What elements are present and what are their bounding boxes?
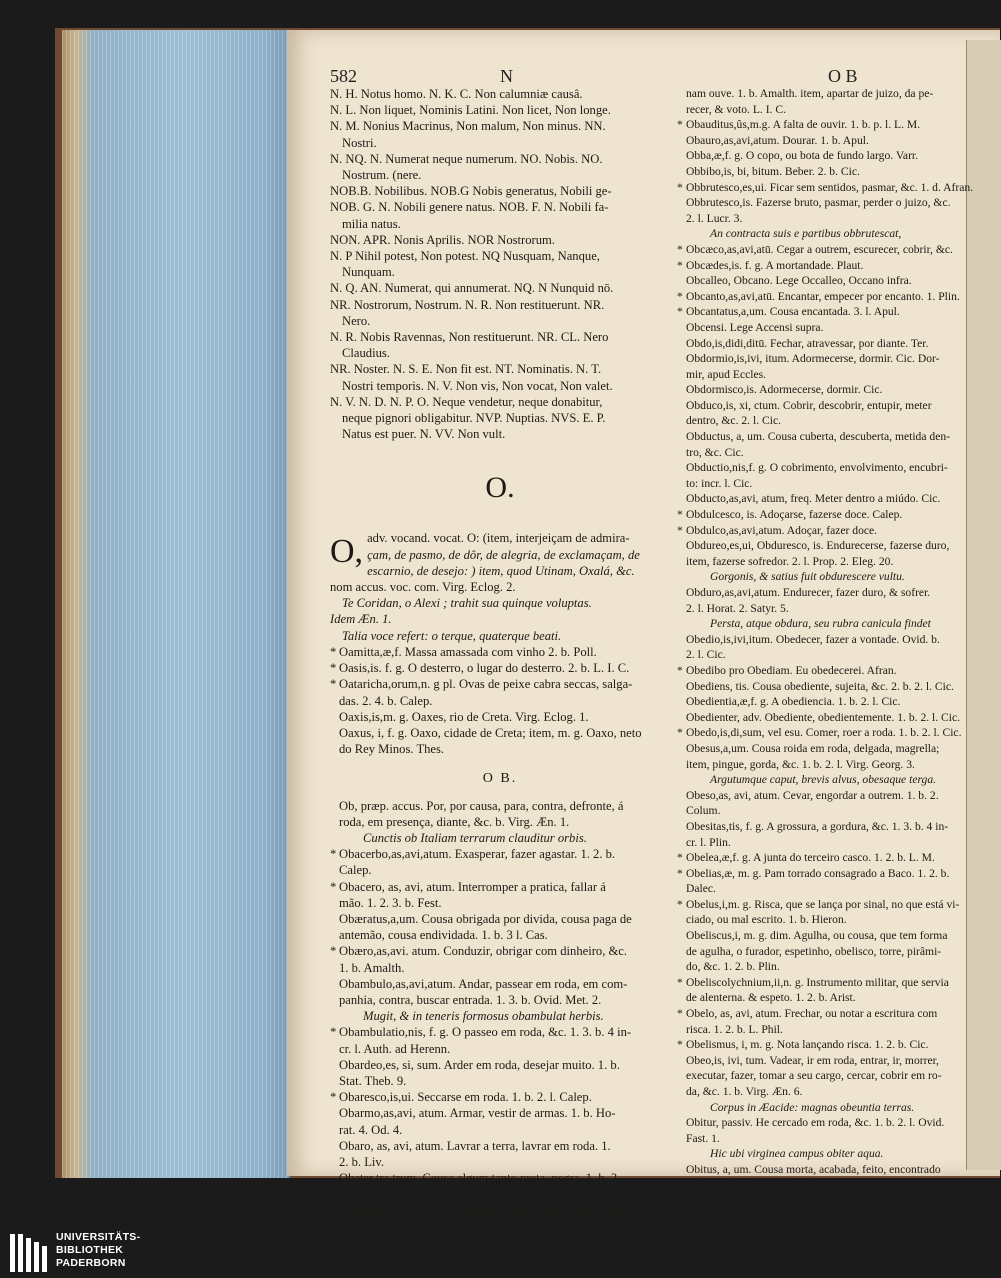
entry-text: Obcensi. Lege Accensi supra. <box>686 320 824 334</box>
asterisk-mark: * <box>677 258 683 272</box>
entry-text: do, &c. 1. 2. b. Plin. <box>686 960 780 974</box>
dictionary-entry-line <box>677 148 967 164</box>
entry-text: item, pingue, gorda, &c. 1. b. 2. l. Virg. Georg. 3. <box>686 757 915 771</box>
entry-text: cr. l. Plin. <box>686 835 731 849</box>
entry-text: Obesitas,tis, f. g. A grossura, a gordura, &c. 1. 3. b. 4 in- <box>686 819 949 833</box>
entry-text: Oasis,is. f. g. O desterro, o lugar do desterro. 2. b. L. I. C. <box>339 661 630 676</box>
entry-text: item, fazerse sofredor. 2. l. Prop. 2. Eleg. 20. <box>686 554 894 568</box>
text-line: N. R. Nobis Ravennas, Non restituerunt. NR. CL. Nero <box>330 330 609 345</box>
dictionary-entry-line <box>330 725 670 741</box>
dictionary-entry-line <box>677 398 967 414</box>
dictionary-entry-line <box>330 1138 670 1154</box>
asterisk-mark: * <box>677 897 683 911</box>
dictionary-entry-line <box>677 959 967 975</box>
entry-text: Colum. <box>686 804 721 818</box>
dictionary-entry-line <box>677 1084 967 1100</box>
dictionary-entry-line <box>677 445 967 461</box>
dictionary-entry-line <box>677 881 967 897</box>
asterisk-mark: * <box>330 644 337 659</box>
entry-text: Obdormio,is,ivi, itum. Adormecerse, dormir. Cic. Dor- <box>686 352 940 366</box>
entry-text: Obaro, as, avi, atum. Lavrar a terra, lavrar em roda. 1. <box>339 1138 611 1153</box>
entry-text: Oaxus, i, f. g. Oaxo, cidade de Creta; item, m. g. Oaxo, neto <box>339 725 642 740</box>
entry-text: Obardeo,es, si, sum. Arder em roda, desejar muito. 1. b. <box>339 1057 620 1072</box>
entry-text: tro, &c. Cic. <box>686 445 744 459</box>
entry-text: Obæro,as,avi. atum. Conduzir, obrigar com dinheiro, &c. <box>339 944 628 959</box>
asterisk-mark: * <box>330 1090 337 1105</box>
asterisk-mark: * <box>677 180 683 194</box>
entry-text: antemão, cousa endividada. 1. b. 3 l. Cas. <box>339 928 548 943</box>
entry-text: Hic ubi virginea campus obiter aqua. <box>710 1147 884 1161</box>
dictionary-entry-line <box>677 912 967 928</box>
dictionary-entry-line <box>677 1100 967 1116</box>
entry-text: Fast. 1. <box>686 1131 720 1145</box>
asterisk-mark: * <box>330 879 337 894</box>
dictionary-entry-line <box>330 660 670 676</box>
dictionary-entry-line <box>330 644 670 660</box>
dictionary-entry-line <box>330 693 670 709</box>
text-line: N. Q. AN. Numerat, qui annumerat. NQ. N Nunquid nō. <box>330 281 614 296</box>
library-name <box>56 1231 140 1270</box>
dictionary-entry-line <box>330 846 670 862</box>
o-entry <box>330 530 670 643</box>
dictionary-entry-line <box>330 1105 670 1121</box>
entries-right <box>677 86 974 1193</box>
dictionary-entry-line <box>677 211 967 227</box>
dictionary-entry-line <box>677 491 967 507</box>
library-logo-icon <box>8 1232 50 1274</box>
dictionary-entry-line <box>677 180 974 196</box>
entry-text: Corpus in Æacide: magnas obeuntia terras. <box>710 1100 915 1114</box>
entry-text: Obeo,is, ivi, tum. Vadear, ir em roda, entrar, ir, morrer, <box>686 1053 939 1067</box>
entry-text: Obductus, a, um. Cousa cuberta, descuberta, metida den- <box>686 430 950 444</box>
entry-text: rat. 4. Od. 4. <box>339 1122 403 1137</box>
dictionary-entry-line <box>330 895 670 911</box>
asterisk-mark: * <box>330 1203 337 1218</box>
entries-ob <box>330 798 670 1219</box>
running-head-right: O B <box>828 65 858 86</box>
entry-text: do Rey Minos. Thes. <box>339 742 445 757</box>
dictionary-entry-line <box>677 1146 967 1162</box>
entry-text: da, &c. 1. b. Virg. Æn. 6. <box>686 1085 803 1098</box>
entry-text: 2. l. Cic. <box>686 648 726 662</box>
dictionary-entry-line <box>677 164 967 180</box>
dictionary-entry-line <box>677 647 967 663</box>
dictionary-entry-line <box>330 1041 670 1057</box>
quotation: Talia voce refert: o terque, quaterque beati. <box>342 628 562 643</box>
o-entry-line: çam, de pasmo, de dôr, de alegria, de exclamaçam, de <box>367 547 640 562</box>
dictionary-entry-line <box>677 413 967 429</box>
asterisk-mark: * <box>677 726 683 740</box>
dictionary-entry-line <box>330 741 670 757</box>
entry-text: Obdureo,es,ui, Obduresco, is. Endurecerse, fazerse duro, <box>686 539 950 553</box>
text-line: N. M. Nonius Macrinus, Non malum, Non minus. NN. <box>330 119 606 134</box>
dictionary-entry-line <box>677 928 967 944</box>
dictionary-entry-line <box>677 772 967 788</box>
dictionary-entry-line <box>677 679 967 695</box>
asterisk-mark: * <box>330 1025 337 1040</box>
asterisk-mark: * <box>677 851 683 865</box>
library-name-line: UNIVERSITÄTS- <box>56 1231 141 1243</box>
dictionary-entry-line <box>677 803 967 819</box>
text-line: N. P Nihil potest, Non potest. NQ Nusquam, Nanque, <box>330 249 600 264</box>
entry-text: de agulha, o furador, espetinho, obelisco, torre, pirâmi- <box>686 944 942 958</box>
asterisk-mark: * <box>330 847 337 862</box>
asterisk-mark: * <box>677 1038 683 1052</box>
dictionary-entry-line <box>677 616 967 632</box>
entry-text: Obelias,æ, m. g. Pam torrado consagrado a Baco. 1. 2. b. <box>686 866 950 880</box>
entries-oa <box>330 644 670 757</box>
asterisk-mark: * <box>330 677 337 692</box>
dictionary-entry-line <box>677 367 967 383</box>
dictionary-entry-line <box>677 1006 967 1022</box>
dictionary-entry-line <box>330 814 670 830</box>
asterisk-mark: * <box>330 661 337 676</box>
asterisk-mark: * <box>677 305 683 319</box>
dictionary-entry-line <box>677 320 967 336</box>
dictionary-entry-line <box>330 862 670 878</box>
entry-text: Calep. <box>339 863 372 878</box>
asterisk-mark: * <box>677 242 683 256</box>
catchword: Mors <box>942 1194 967 1208</box>
entry-text: recer, & voto. L. I. C. <box>686 102 786 116</box>
entry-text: cr. l. Auth. ad Herenn. <box>339 1041 451 1056</box>
entry-text: Obambulo,as,avi,atum. Andar, passear em roda, em com- <box>339 976 628 991</box>
o-entry-line: escarnio, de desejo: ) item, quod Utinam, Oxalá, &c. <box>367 563 635 578</box>
text-line: NON. APR. Nonis Aprilis. NOR Nostrorum. <box>330 232 555 247</box>
dictionary-entry-line <box>330 1203 670 1219</box>
dictionary-entry-line <box>677 133 967 149</box>
entry-text: roda, em presença, diante, &c. b. Virg. Æn. 1. <box>339 814 570 829</box>
book-fore-edge <box>62 30 290 1178</box>
text-line: NOB. G. N. Nobili genere natus. NOB. F. N. Nobili fa- <box>330 200 609 215</box>
asterisk-mark: * <box>677 289 683 303</box>
entry-text: Persta, atque obdura, seu rubra canicula findet <box>710 617 931 631</box>
dictionary-entry-line <box>330 1122 670 1138</box>
dictionary-entry-line <box>677 1037 967 1053</box>
entry-text: to: incr. l. Cic. <box>686 476 753 490</box>
entry-text: Gorgonis, & satius fuit obdurescere vultu. <box>710 570 905 584</box>
entry-text: 2. b. Liv. <box>339 1154 385 1169</box>
entry-text: Obbibo,is, bi, bitum. Beber. 2. b. Cic. <box>686 164 860 178</box>
dictionary-entry-line <box>330 1154 670 1170</box>
text-line: Claudius. <box>342 346 390 361</box>
dictionary-entry-line <box>677 554 967 570</box>
text-line: NOB.B. Nobilibus. NOB.G Nobis generatus, Nobili ge- <box>330 184 612 199</box>
entry-text: risca. 1. 2. b. L. Phil. <box>686 1022 783 1036</box>
asterisk-mark: * <box>330 944 337 959</box>
dictionary-entry-line <box>677 351 967 367</box>
entry-text: Obacerbo,as,avi,atum. Exasperar, fazer agastar. 1. 2. b. <box>339 847 616 862</box>
dictionary-entry-line <box>677 585 967 601</box>
entry-text: Obeliscolychnium,ii,n. g. Instrumento militar, que servia <box>686 975 949 989</box>
entry-text: Obbrutesco,is. Fazerse bruto, pasmar, perder o juizo, &c. <box>686 196 951 210</box>
text-line: N. L. Non liquet, Nominis Latini. Non licet, Non longe. <box>330 103 611 118</box>
dictionary-entry-line <box>677 507 967 523</box>
entry-text: Obæratus,a,um. Cousa obrigada por divida, cousa paga de <box>339 911 632 926</box>
dictionary-entry-line <box>677 1178 967 1194</box>
dictionary-entry-line <box>677 632 967 648</box>
dictionary-entry-line <box>330 976 670 992</box>
entry-text: Obaudio,is, ivi, itum. Obedecer, Nestor; item, fingir que <box>339 1203 622 1218</box>
section-letter: O. <box>485 471 515 505</box>
entry-text: Obdormisco,is. Adormecerse, dormir. Cic. <box>686 383 883 397</box>
entry-text: Obitur, passiv. He cercado em roda, &c. 1. b. 2. l. Ovid. <box>686 1116 945 1130</box>
dictionary-entry-line <box>677 289 967 305</box>
entry-text: Obedientia,æ,f. g. A obediencia. 1. b. 2. l. Cic. <box>686 695 901 709</box>
dictionary-entry-line <box>330 1073 670 1089</box>
dictionary-entry-line <box>677 1162 967 1178</box>
asterisk-mark: * <box>677 663 683 677</box>
dictionary-entry-line <box>677 273 967 289</box>
text-line: NR. Noster. N. S. E. Non fit est. NT. Nominatis. N. T. <box>330 362 602 377</box>
text-line: Nunquam. <box>342 265 395 280</box>
dictionary-entry-line <box>330 709 670 725</box>
entry-text: Obesus,a,um. Cousa roida em roda, delgada, magrella; <box>686 741 940 755</box>
entry-text: Obeliscus,i, m. g. dim. Agulha, ou cousa, que tem forma <box>686 929 948 943</box>
entry-text: Obelo, as, avi, atum. Frechar, ou notar a escritura com <box>686 1007 938 1021</box>
dictionary-entry-line <box>677 476 967 492</box>
running-head-left: N <box>500 65 513 86</box>
entry-text: Obelismus, i, m. g. Nota lançando risca. 1. 2. b. Cic. <box>686 1038 929 1052</box>
dictionary-entry-line <box>677 195 967 211</box>
entry-text: Obedo,is,di,sum, vel esu. Comer, roer a roda. 1. b. 2. l. Cic. <box>686 726 962 740</box>
entry-text: Obducto,as,avi, atum, freq. Meter dentro a miúdo. Cic. <box>686 492 941 506</box>
dictionary-entry-line <box>677 1115 967 1131</box>
dictionary-entry-line <box>677 757 967 773</box>
entry-text: Obcalleo, Obcano. Lege Occalleo, Occano infra. <box>686 274 912 288</box>
dictionary-entry-line <box>677 460 967 476</box>
entry-text: ciado, ou mal escrito. 1. b. Hieron. <box>686 913 847 927</box>
dictionary-entry-line <box>677 741 967 757</box>
entry-text: &c. 1. 2. b. Ovid. apud Thes. <box>686 1178 821 1192</box>
entry-text: Obeso,as, avi, atum. Cevar, engordar a outrem. 1. b. 2. <box>686 788 939 802</box>
dictionary-entry-line <box>330 960 670 976</box>
dictionary-entry-line <box>330 927 670 943</box>
dictionary-entry-line <box>677 86 967 102</box>
dictionary-entry-line <box>677 569 967 585</box>
entry-text: mão. 1. 2. 3. b. Fest. <box>339 895 442 910</box>
reference: Idem Æn. 1. <box>330 612 392 627</box>
dictionary-entry-line <box>330 911 670 927</box>
library-name-line: BIBLIOTHEK <box>56 1244 124 1256</box>
entry-text: Oatarichа,orum,n. g pl. Ovas de peixe cabra seccas, salga- <box>339 677 633 692</box>
entry-text: Dalec. <box>686 882 716 896</box>
entry-text: Argutumque caput, brevis alvus, obesaque terga. <box>710 773 937 787</box>
dictionary-entry-line <box>330 943 670 959</box>
dictionary-entry-line <box>677 694 967 710</box>
text-line: Natus est puer. N. VV. Non vult. <box>342 427 506 442</box>
dictionary-entry-line <box>677 663 967 679</box>
asterisk-mark: * <box>677 118 683 132</box>
entry-text: Obediens, tis. Cousa obediente, sujeita, &c. 2. b. 2. l. Cic. <box>686 679 954 693</box>
dictionary-entry-line <box>677 117 967 133</box>
asterisk-mark: * <box>677 523 683 537</box>
dictionary-entry-line <box>677 226 967 242</box>
dictionary-entry-line <box>677 538 967 554</box>
text-line: N. H. Notus homo. N. K. C. Non calumniæ causâ. <box>330 87 583 101</box>
entry-text: Mugit, & in teneris formosus obambulat herbis. <box>363 1009 604 1024</box>
o-entry-line: nom accus. voc. com. Virg. Eclog. 2. <box>330 580 516 595</box>
entry-text: nam ouve. 1. b. Amalth. item, apartar de juizo, da pe- <box>686 87 934 100</box>
entry-text: panhia, contra, buscar entrada. 1. 3. b. Ovid. Met. 2. <box>339 992 602 1007</box>
dictionary-entry-line <box>330 879 670 895</box>
text-line: N. V. N. D. N. P. O. Neque vendetur, neque donabitur, <box>330 394 603 409</box>
dictionary-entry-line <box>677 1131 967 1147</box>
dictionary-entry-line <box>677 866 967 882</box>
entry-text: Obarmo,as,avi, atum. Armar, vestir de armas. 1. b. Ho- <box>339 1106 616 1121</box>
ob-heading: O B. <box>482 771 518 787</box>
entry-text: de alenterna. & espeto. 1. 2. b. Arist. <box>686 991 856 1005</box>
entry-text: Obcædes,is. f. g. A mortandade. Plaut. <box>686 258 864 272</box>
abbreviation-list <box>330 86 670 442</box>
next-page-edge <box>966 40 1001 1170</box>
entry-text: dentro, &c. 2. l. Cic. <box>686 414 781 428</box>
entry-text: mir, apud Eccles. <box>686 367 767 381</box>
entry-text: l. Plin. <box>339 1187 373 1202</box>
drop-cap-o: O, <box>330 533 364 571</box>
entry-text: Obedibo pro Obediam. Eu obedecerei. Afran. <box>686 663 897 677</box>
left-text-column <box>330 86 670 1218</box>
dictionary-entry-line <box>677 1053 967 1069</box>
entry-text: Obcanto,as,avi,atū. Encantar, empecer por encanto. 1. Plin. <box>686 289 960 303</box>
text-line: NR. Nostrorum, Nostrum. N. R. Non restituerunt. NR. <box>330 297 605 312</box>
entry-text: Obelea,æ,f. g. A junta do terceiro casco. 1. 2. b. L. M. <box>686 851 935 865</box>
dictionary-entry-line <box>677 944 967 960</box>
entry-text: Obdo,is,didi,ditū. Fechar, atravessar, por diante. Ter. <box>686 336 929 350</box>
entry-text: Obba,æ,f. g. O copo, ou bota de fundo largo. Varr. <box>686 149 919 163</box>
entry-text: Obduro,as,avi,atum. Endurecer, fazer duro, & sofrer. <box>686 586 931 599</box>
dictionary-entry-line <box>330 1008 670 1024</box>
dictionary-entry-line <box>330 1057 670 1073</box>
dictionary-entry-line <box>677 850 967 866</box>
entry-text: Obelus,i,m. g. Risca, que se lança por sinal, no que está vi- <box>686 897 960 911</box>
dictionary-entry-line <box>677 788 967 804</box>
text-line: Nero. <box>342 313 371 328</box>
entry-text: 2. l. Horat. 2. Satyr. 5. <box>686 601 789 615</box>
asterisk-mark: * <box>677 508 683 522</box>
entry-text: Stat. Theb. 9. <box>339 1073 407 1088</box>
dictionary-entry-line <box>677 336 967 352</box>
text-line: Nostri. <box>342 135 377 150</box>
entry-text: Obbrutesco,es,ui. Ficar sem sentidos, pasmar, &c. 1. d. Afran. <box>686 180 974 194</box>
entry-text: Obdulco,as,avi,atum. Adoçar, fazer doce. <box>686 523 878 537</box>
text-line: milia natus. <box>342 216 401 231</box>
dictionary-entry-line <box>330 798 670 814</box>
dictionary-entry-line <box>677 725 967 741</box>
entry-text: Obauro,as,avi,atum. Dourar. 1. b. Apul. <box>686 133 869 147</box>
dictionary-entry-line <box>330 1089 670 1105</box>
entry-text: Obacero, as, avi, atum. Interromper a pratica, fallar á <box>339 879 606 894</box>
entry-text: Obcæco,as,avi,atū. Cegar a outrem, escurecer, cobrir, &c. <box>686 242 953 256</box>
entry-text: Obambulatio,nis, f. g. O passeo em roda, &c. 1. 3. b. 4 in- <box>339 1025 632 1040</box>
dictionary-entry-line <box>677 382 967 398</box>
dictionary-entry-line <box>677 601 967 617</box>
entry-text: Obedio,is,ivi,itum. Obedecer, fazer a vontade. Ovid. b. <box>686 632 940 646</box>
text-line: N. NQ. N. Numerat neque numerum. NO. Nobis. NO. <box>330 151 603 166</box>
entry-text: An contracta suis e partibus obbrutescat, <box>710 227 902 241</box>
dictionary-entry-line <box>330 992 670 1008</box>
dictionary-entry-line <box>330 830 670 846</box>
dictionary-entry-line <box>677 1068 967 1084</box>
dictionary-entry-line <box>677 819 967 835</box>
dictionary-entry-line <box>677 304 967 320</box>
dictionary-entry-line <box>330 676 670 692</box>
entry-text: executar, fazer, tomar a seu cargo, cercar, cobrir em ro- <box>686 1069 942 1083</box>
dictionary-entry-line <box>677 835 967 851</box>
dictionary-entry-line <box>677 429 967 445</box>
dictionary-entry-line <box>677 523 967 539</box>
entry-text: Obcantatus,a,um. Cousa encantada. 3. l. Apul. <box>686 305 900 319</box>
library-name-line: PADERBORN <box>56 1257 126 1269</box>
dictionary-entry-line <box>677 897 967 913</box>
text-line: Nostrum. (nere. <box>342 168 422 183</box>
entry-text: Obedienter, adv. Obediente, obedientemente. 1. b. 2. l. Cic. <box>686 710 961 724</box>
dictionary-entry-line <box>677 975 967 991</box>
entry-text: Obductio,nis,f. g. O cobrimento, envolvimento, encubri- <box>686 461 948 475</box>
entry-text: Obauditus,ûs,m.g. A falta de ouvir. 1. b. p. l. L. M. <box>686 118 921 132</box>
text-line: Nostri temporis. N. V. Non vis, Non vocat, Non valet. <box>342 378 613 393</box>
dictionary-entry-line <box>330 1024 670 1040</box>
dictionary-entry-line <box>677 258 967 274</box>
dictionary-entry-line <box>330 1186 670 1202</box>
footer-bar <box>0 1228 1000 1278</box>
dictionary-entry-line <box>330 1170 670 1186</box>
page-number: 582 <box>330 65 357 86</box>
entry-text: 2. l. Lucr. 3. <box>686 211 743 225</box>
entry-text: Obdulcesco, is. Adoçarse, fazerse doce. Calep. <box>686 508 903 522</box>
dictionary-entry-line <box>677 102 967 118</box>
entry-text: 1. b. Amalth. <box>339 960 405 975</box>
entry-text: Obaresco,is,ui. Seccarse em roda. 1. b. 2. l. Calep. <box>339 1090 592 1105</box>
dictionary-entry-line <box>677 242 967 258</box>
text-line: neque pignori obligabitur. NVP. Nuptias. NVS. E. P. <box>342 411 606 426</box>
entry-text: Obduco,is, xi, ctum. Cobrir, descobrir, entupir, meter <box>686 398 932 412</box>
entry-text: Cunctis ob Italiam terrarum clauditur orbis. <box>363 830 587 845</box>
dictionary-entry-line <box>677 710 967 726</box>
quotation: Te Coridan, o Alexi ; trahit sua quinque voluptas. <box>342 596 592 611</box>
entry-text: Obater,tra,trum. Cousa algum tanto preta, negra. 1. b. 2. <box>339 1171 621 1186</box>
entry-text: Obitus, a, um. Cousa morta, acabada, feito, encontrado <box>686 1162 941 1176</box>
entry-text: Oamitta,æ,f. Massa amassada com vinho 2. b. Poll. <box>339 644 597 659</box>
asterisk-mark: * <box>677 975 683 989</box>
right-text-column <box>677 86 974 1208</box>
entry-text: Ob, præp. accus. Por, por causa, para, contra, defronte, á <box>339 798 624 813</box>
dictionary-entry-line <box>677 1022 967 1038</box>
entry-text: Oaxis,is,m. g. Oaxes, rio de Creta. Virg. Eclog. 1. <box>339 709 589 724</box>
entry-text: das. 2. 4. b. Calep. <box>339 693 433 708</box>
asterisk-mark: * <box>677 1007 683 1021</box>
dictionary-entry-line <box>677 990 967 1006</box>
asterisk-mark: * <box>677 866 683 880</box>
o-entry-line: adv. vocand. vocat. O: (item, interjeiçam de admira- <box>367 531 630 546</box>
